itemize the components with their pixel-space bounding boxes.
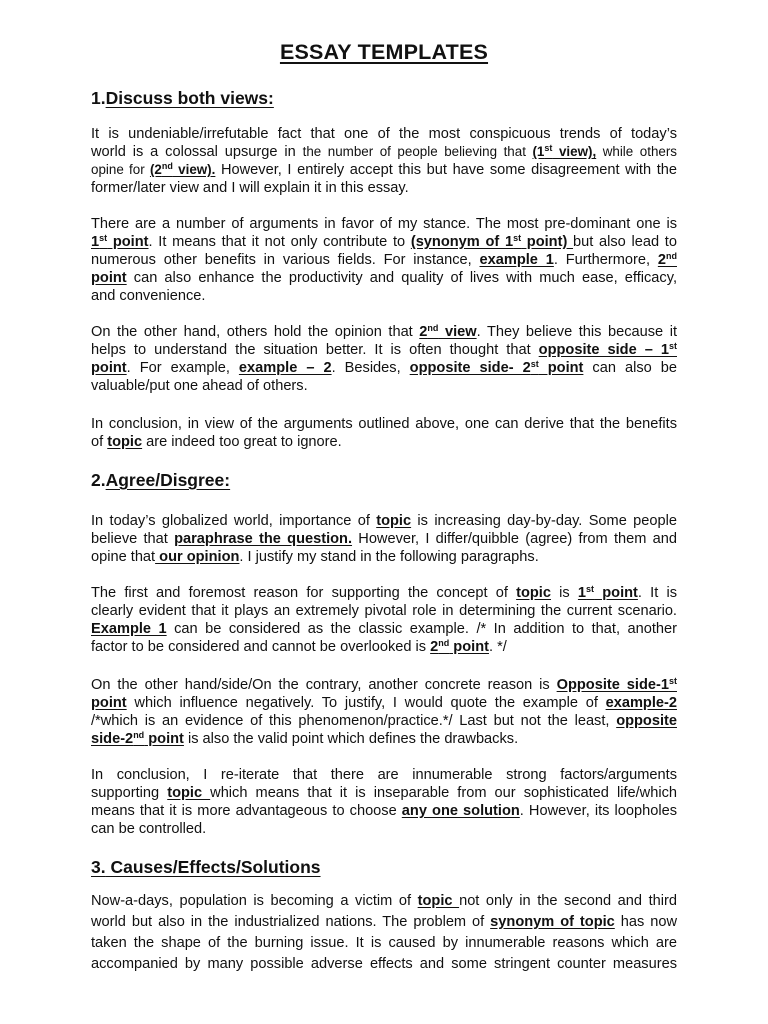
text-line: In conclusion, I re-iterate that there are innumerable strong factors/arguments (91, 767, 677, 783)
text-line: supporting topic which means that it is inseparable from our sophisticated life/which (91, 785, 677, 801)
text-line: In today’s globalized world, importance of topic is increasing day-by-day. Some people (91, 513, 677, 529)
paragraph (91, 676, 677, 748)
paragraph (91, 892, 677, 976)
text-line: of topic are indeed too great to ignore. (91, 434, 342, 450)
section-2-heading (91, 470, 230, 491)
text-line: Example 1 can be considered as the classic example. /* In addition to that, another (91, 621, 677, 637)
text-line: world but also in the industrialized nations. The problem of synonym of topic has now (91, 914, 677, 930)
text-line: In conclusion, in view of the arguments outlined above, one can derive that the benefits (91, 416, 677, 432)
paragraph (91, 125, 677, 197)
text-line: factor to be considered and cannot be overlooked is 2nd point. */ (91, 638, 507, 655)
text-line: point which influence negatively. To justify, I would quote the example of example-2 (91, 695, 677, 711)
paragraph (91, 323, 677, 395)
text-line: point. For example, example – 2. Besides, opposite side- 2st point can also be (91, 359, 678, 376)
paragraph (91, 415, 677, 451)
text-line: numerous other benefits in various fields. For instance, example 1. Furthermore, 2nd (91, 251, 677, 268)
paragraph (91, 766, 677, 838)
section-number: 3. (91, 857, 106, 877)
text-line: world is a colossal upsurge in the number of people believing that (1st view), while others (91, 143, 677, 160)
paragraph (91, 215, 677, 305)
text-line: can be controlled. (91, 821, 207, 837)
paragraph (91, 512, 677, 566)
text-line: helps to understand the situation better. It is often thought that opposite side – 1st (91, 341, 677, 358)
text-line: means that it is more advantageous to choose any one solution. However, its loopholes (91, 803, 677, 819)
text-line: opine that our opinion. I justify my stand in the following paragraphs. (91, 549, 539, 565)
paragraph (91, 584, 677, 656)
section-number: 1. (91, 88, 106, 108)
text-line: taken the shape of the burning issue. It is caused by innumerable reasons which are (91, 935, 677, 951)
text-line: side-2nd point is also the valid point which defines the drawbacks. (91, 730, 519, 747)
text-line: former/later view and I will explain it in this essay. (91, 180, 409, 196)
page-title: ESSAY TEMPLATES (279, 40, 489, 64)
section-1-heading (91, 88, 274, 109)
text-line: accompanied by many possible adverse effects and some stringent counter measures (91, 956, 677, 972)
text-line: valuable/put one ahead of others. (91, 378, 308, 394)
section-title: Causes/Effects/Solutions (110, 857, 321, 877)
text-line: Now-a-days, population is becoming a victim of topic not only in the second and third (91, 893, 677, 909)
section-title: Agree/Disgree: (105, 470, 231, 490)
text-line: point can also enhance the productivity and quality of lives with much ease, efficacy, (91, 270, 677, 286)
text-line: On the other hand, others hold the opinion that 2nd view. They believe this because it (91, 323, 677, 340)
text-line: 1st point. It means that it not only contribute to (synonym of 1st point) but also lead to (91, 233, 677, 250)
text-line: /*which is an evidence of this phenomenon/practice.*/ Last but not the least, opposite (91, 713, 677, 729)
text-line: believe that paraphrase the question. However, I differ/quibble (agree) from them and (91, 531, 677, 547)
section-title: Discuss both views: (105, 88, 274, 108)
text-line: There are a number of arguments in favor of my stance. The most pre-dominant one is (91, 216, 677, 232)
text-line: clearly evident that it plays an extremely pivotal role in determining the current scenario. (91, 603, 677, 619)
text-line: It is undeniable/irrefutable fact that one of the most conspicuous trends of today’s (91, 126, 677, 142)
text-line: opine for (2nd view). However, I entirely accept this but have some disagreement with the (91, 161, 678, 178)
text-line: The first and foremost reason for supporting the concept of topic is 1st point. It is (91, 584, 678, 601)
section-number: 2. (91, 470, 106, 490)
text-line: and convenience. (91, 288, 206, 304)
section-3-heading (91, 857, 321, 878)
text-line: On the other hand/side/On the contrary, another concrete reason is Opposite side-1st (91, 676, 677, 693)
